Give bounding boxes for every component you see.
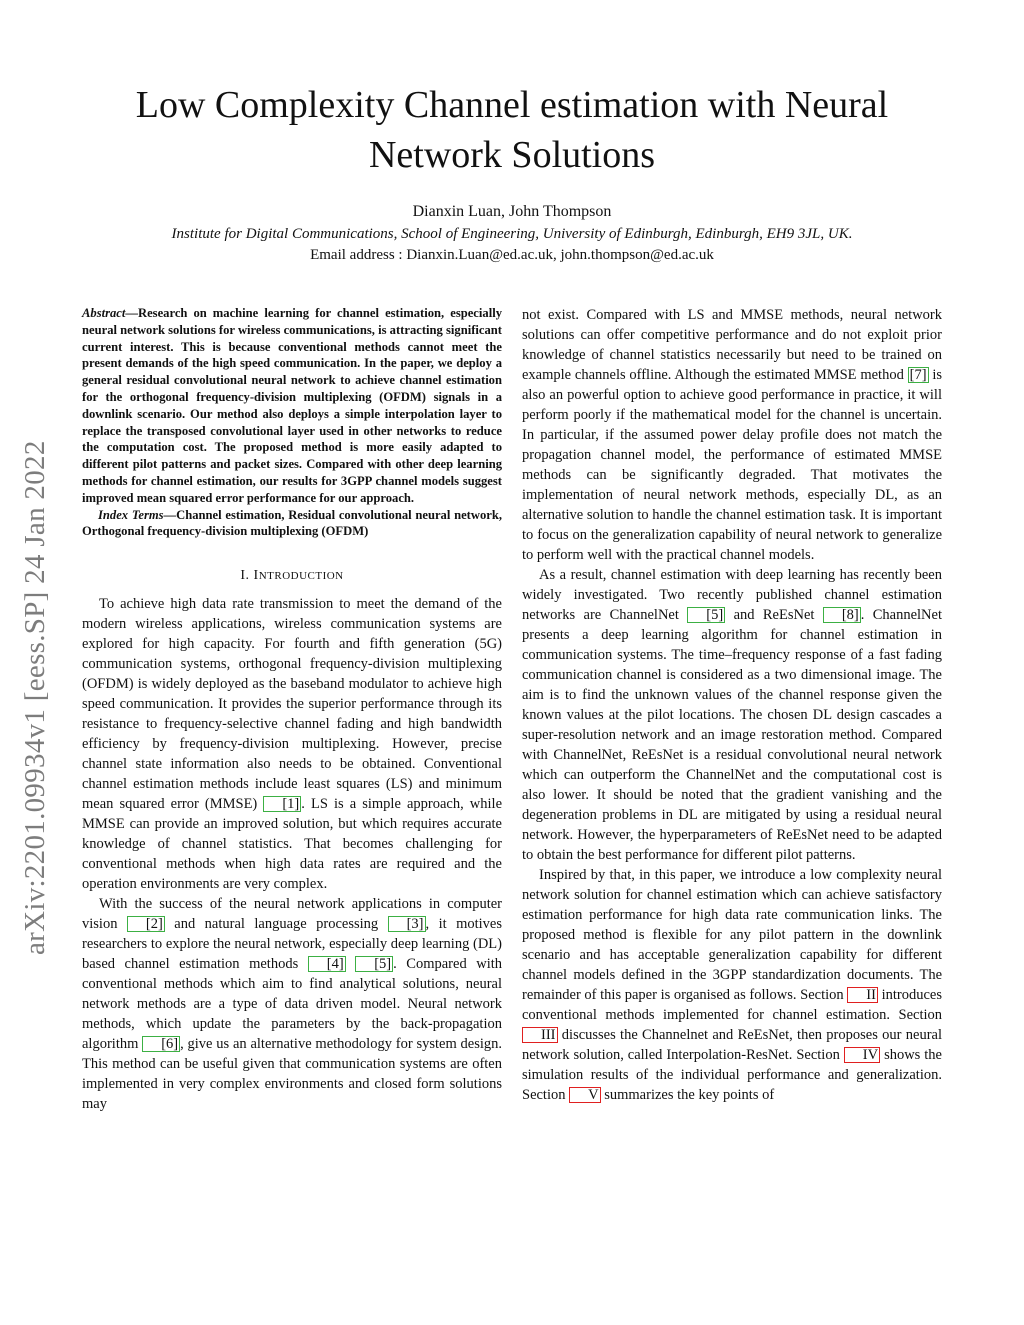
text-run: shows the simulation results of the individual performance and generalization. Section bbox=[522, 1047, 942, 1103]
right-paragraph-3 bbox=[522, 865, 942, 1105]
text-run: , it motives researchers to explore the neural network, especially deep learning (DL) based channel estimation methods bbox=[82, 916, 502, 973]
abstract bbox=[82, 305, 502, 507]
text-run: discusses the Channelnet and ReEsNet, then proposes our neural network solution, called Interpolation-ResNet. Section bbox=[522, 1027, 942, 1063]
citation-link[interactable]: [8] bbox=[823, 607, 861, 623]
email-line: Email address : Dianxin.Luan@ed.ac.uk, john.thompson@ed.ac.uk bbox=[310, 247, 714, 263]
left-column bbox=[82, 305, 502, 1114]
abstract-text: —Research on machine learning for channel estimation, especially neural network solutions for wireless communications, is attracting significant current interest. This is because conventional methods cannot meet the present demands of the high speed communication. In the paper, we deploy a general residual convolutional neural network to achieve channel estimation for the orthogonal frequency-division multiplexing (OFDM) signals in a downlink scenario. Our method also deploys a simple interpolation layer to replace the transposed convolutional layer used in other networks to reduce the computation cost. The proposed method is more easily adapted to different pilot patterns and packet sizes. Compared with other deep learning methods for channel estimation, our results for 3GPP channel models suggest improved mean squared error performance for our approach. bbox=[82, 306, 502, 505]
right-paragraph-2 bbox=[522, 565, 942, 865]
text-run: . Compared with conventional methods which aim to find analytical solutions, neural network methods are a type of data driven model. Neural network methods, which update the parameters by the back-propagation algorithm bbox=[82, 956, 502, 1053]
text-run: As a result, channel estimation with deep learning has recently been widely investigated. Two recently published channel estimation networks are ChannelNet bbox=[522, 567, 942, 623]
section-title-rest: NTRODUCTION bbox=[258, 570, 344, 583]
citation-link[interactable]: [7] bbox=[909, 367, 927, 383]
text-run: With the success of the neural network applications in computer vision bbox=[82, 896, 502, 933]
citation-link[interactable]: [1] bbox=[263, 796, 301, 812]
citation-link[interactable]: [4] bbox=[308, 956, 346, 972]
text-run: and natural language processing bbox=[164, 916, 388, 933]
section-link[interactable]: V bbox=[569, 1087, 600, 1103]
paper-title: Low Complexity Channel estimation with Neural Network Solutions bbox=[135, 84, 889, 176]
text-run: and ReEsNet bbox=[725, 607, 823, 623]
index-terms-label: Index Terms bbox=[98, 507, 164, 522]
citation-link[interactable]: [3] bbox=[388, 916, 426, 932]
intro-paragraph-2 bbox=[82, 894, 502, 1114]
text-run: , give us an alternative methodology for system design. This method can be useful given that communication systems are often implemented in very complex environments and closed form solutions may bbox=[82, 1036, 503, 1113]
authors: Dianxin Luan, John Thompson bbox=[412, 203, 612, 220]
text-run: summarizes the key points of bbox=[600, 1087, 775, 1103]
citation-link[interactable]: [5] bbox=[687, 607, 725, 623]
section-numeral: I. bbox=[240, 568, 254, 584]
section-heading-introduction bbox=[82, 568, 502, 584]
citation-link[interactable]: [2] bbox=[127, 916, 165, 932]
text-run: introduces conventional methods implemented for channel estimation. Section bbox=[522, 987, 942, 1023]
index-terms bbox=[82, 507, 502, 541]
citation-link[interactable]: [5] bbox=[355, 956, 393, 972]
text-run: is also an powerful option to achieve good performance in practice, it will perform poorly if the mathematical model for the channel is uncertain. In particular, if the assumed power delay profile does not match the propagation channel model, the performance of estimated MMSE methods can be significantly degraded. That motivates the implementation of neural network methods, especially DL, as an alternative solution to handle the channel estimation task. It is important to focus on the generalization capability of neural network to generalize to perform well with the practical channel models. bbox=[522, 367, 942, 563]
text-run: . ChannelNet presents a deep learning algorithm for channel estimation in communication systems. The time–frequency response of a fast fading communication channel is considered as a two dimensional image. The aim is to find the unknown values of the channel response given the known values at the pilot locations. The chosen DL design cascades a super-resolution network and an image restoration method. Compared with ChannelNet, ReEsNet is a residual convolutional neural network which can outperform the ChannelNet and the computational cost is also lower. It should be noted that the gradient vanishing and the degeneration problems in DL are mitigated by using a residual neural network. However, the hyperparameters of ReEsNet need to be adapted to obtain the best performance for different pilot patterns. bbox=[522, 607, 942, 863]
section-link[interactable]: IV bbox=[844, 1047, 880, 1063]
affiliation: Institute for Digital Communications, School of Engineering, University of Edinburgh, Edinburgh, EH9 3JL, UK. bbox=[171, 226, 853, 242]
section-link[interactable]: II bbox=[847, 987, 878, 1003]
text-run: Inspired by that, in this paper, we introduce a low complexity neural network solution for channel estimation which can achieve satisfactory estimation performance for high data rate communication links. The proposed method is flexible for any pilot pattern in the downlink scenario and has acceptable generalization capability for different channel models defined in the 3GPP standardization documents. The remainder of this paper is organised as follows. Section bbox=[522, 867, 942, 1003]
intro-paragraph-1 bbox=[82, 594, 502, 894]
text-run: not exist. Compared with LS and MMSE methods, neural network solutions can offer competitive performance and do not exploit prior knowledge of channel statistics necessarily but need to be trained on example channels offline. Although the estimated MMSE method bbox=[522, 307, 942, 383]
citation-link[interactable]: [6] bbox=[142, 1036, 180, 1052]
text-run: . LS is a simple approach, while MMSE can provide an improved solution, but which requires accurate knowledge of channel statistics. That becomes challenging for conventional methods when high data rates are required and the operation environments are very complex. bbox=[82, 796, 503, 893]
abstract-label: Abstract bbox=[82, 306, 126, 320]
section-title-first: I bbox=[253, 568, 259, 584]
right-column bbox=[522, 305, 942, 1105]
index-terms-text: —Channel estimation, Residual convolutional neural network, Orthogonal frequency-division multiplexing (OFDM) bbox=[82, 507, 502, 539]
right-paragraph-1 bbox=[522, 305, 942, 565]
section-link[interactable]: III bbox=[522, 1027, 558, 1043]
arxiv-stamp: arXiv:2201.09934v1 [eess.SP] 24 Jan 2022 bbox=[19, 440, 51, 955]
text-run: To achieve high data rate transmission to meet the demand of the modern wireless applications, wireless communication systems are explored for high capacity. For fourth and fifth generation (5G) communication systems, orthogonal frequency-division multiplexing (OFDM) is widely deployed as the baseband modulator to achieve high speed communication. It provides the superior performance through its resistance to frequency-selective channel fading and high bandwidth efficiency by frequency-division multiplexing. However, precise channel state information also needs to be obtained. Conventional channel estimation methods include least squares (LS) and minimum mean squared error (MMSE) bbox=[82, 596, 502, 813]
